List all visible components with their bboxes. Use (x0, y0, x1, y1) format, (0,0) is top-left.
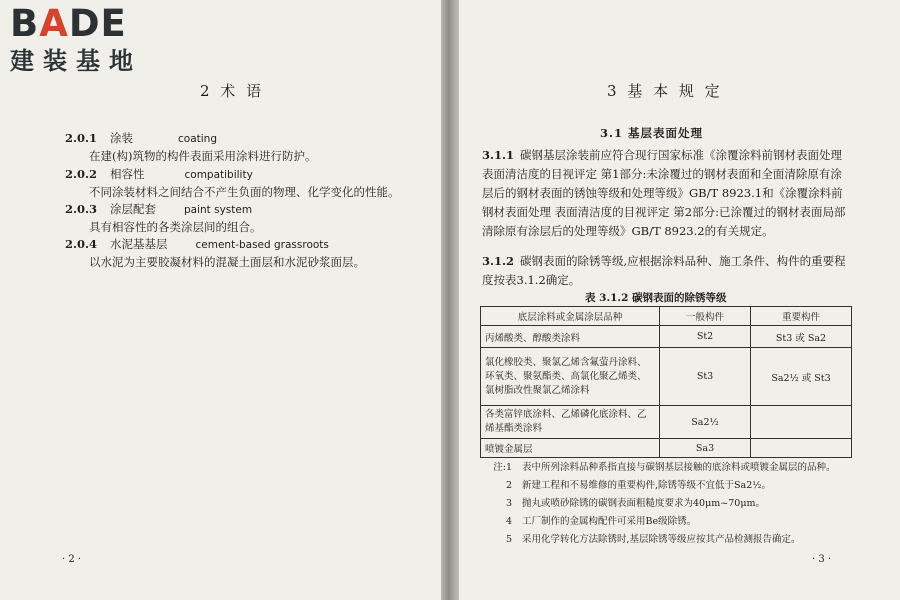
clause-paragraph (482, 252, 850, 290)
left-page-number: · 2 · (62, 554, 82, 565)
term-english: cement-based grassroots (195, 239, 329, 251)
left-page-heading: 2 术 语 (200, 82, 265, 100)
note-item (482, 532, 857, 547)
note-label: 注:1 (493, 462, 512, 473)
table-header-cell: 重要构件 (751, 307, 852, 326)
note-item (482, 478, 857, 493)
brand-logo (10, 4, 175, 76)
note-text: 新建工程和不易维修的重要构件,除锈等级不宜低于Sa2½。 (522, 480, 771, 491)
table-cell: 丙烯酸类、醇酸类涂料 (481, 326, 660, 348)
table-row (481, 348, 852, 406)
table-notes (482, 460, 857, 550)
logo-wordmark: BADE (10, 2, 127, 45)
term-row (65, 201, 252, 218)
term-row (65, 130, 217, 147)
table-caption: 表 3.1.2 碳钢表面的除锈等级 (585, 292, 727, 304)
table-header-row (481, 307, 852, 326)
section-subheading: 3.1 基层表面处理 (600, 126, 704, 140)
term-english: compatibility (184, 169, 253, 181)
term-definition: 以水泥为主要胶凝材料的混凝土面层和水泥砂浆面层。 (89, 255, 365, 269)
term-row (65, 166, 253, 183)
note-label: 5 (505, 534, 512, 545)
table-cell: Sa3 (660, 439, 751, 458)
table-cell: 喷镀金属层 (481, 439, 660, 458)
table-cell: Sa2½ (660, 406, 751, 439)
term-definition: 不同涂装材料之间结合不产生负面的物理、化学变化的性能。 (89, 185, 400, 199)
table-cell: Sa2½ 或 St3 (751, 348, 852, 406)
term-definition: 具有相容性的各类涂层间的组合。 (89, 220, 262, 234)
note-item (482, 496, 857, 511)
term-number: 2.0.3 (65, 202, 98, 216)
book-gutter (441, 0, 459, 600)
term-number: 2.0.1 (65, 131, 98, 145)
note-text: 采用化学转化方法除锈时,基层除锈等级应按其产品检测报告确定。 (522, 534, 801, 545)
table-cell: St3 (660, 348, 751, 406)
note-item (482, 514, 857, 529)
term-english: paint system (184, 204, 253, 216)
note-text: 工厂制作的金属构配件可采用Be级除锈。 (522, 516, 697, 527)
right-page-number: · 3 · (812, 554, 832, 565)
note-text: 抛丸或喷砂除锈的碳钢表面粗糙度要求为40μm~70μm。 (522, 498, 766, 509)
table-cell: 各类富锌底涂料、乙烯磷化底涂料、乙烯基酯类涂料 (481, 406, 660, 439)
term-chinese: 水泥基基层 (110, 237, 168, 251)
term-chinese: 相容性 (110, 167, 145, 181)
term-chinese: 涂层配套 (110, 202, 156, 216)
table-header-cell: 一般构件 (660, 307, 751, 326)
term-chinese: 涂装 (110, 131, 133, 145)
table-row (481, 439, 852, 458)
derusting-grade-table (480, 306, 852, 458)
table-cell: St3 或 Sa2 (751, 326, 852, 348)
clause-number: 3.1.2 (482, 254, 515, 268)
term-definition: 在建(构)筑物的构件表面采用涂料进行防护。 (89, 149, 317, 163)
table-row (481, 406, 852, 439)
clause-text: 碳钢表面的除锈等级,应根据涂料品种、施工条件、构件的重要程度按表3.1.2确定。 (482, 254, 846, 287)
table-row (481, 326, 852, 348)
note-text: 表中所列涂料品种系指直接与碳钢基层接触的底涂料或喷镀金属层的品种。 (522, 462, 836, 473)
note-label: 4 (505, 516, 512, 527)
logo-subtitle: 建装基地 (10, 47, 142, 75)
note-label: 2 (505, 480, 512, 491)
note-label: 3 (505, 498, 512, 509)
term-number: 2.0.4 (65, 237, 98, 251)
table-cell: St2 (660, 326, 751, 348)
term-number: 2.0.2 (65, 167, 98, 181)
table-header-cell: 底层涂料或金属涂层品种 (481, 307, 660, 326)
table-cell (751, 439, 852, 458)
clause-number: 3.1.1 (482, 148, 515, 162)
term-row (65, 236, 329, 253)
term-english: coating (178, 133, 217, 145)
right-page-heading: 3 基 本 规 定 (607, 82, 723, 100)
clause-paragraph (482, 146, 850, 241)
table-cell: 氯化橡胶类、聚氯乙烯含氟萤丹涂料、环氧类、聚氨酯类、高氯化聚乙烯类、氯树脂改性聚氯乙烯涂料 (481, 348, 660, 406)
note-item (482, 460, 857, 475)
clause-text: 碳钢基层涂装前应符合现行国家标准《涂覆涂料前钢材表面处理 表面清洁度的目视评定 第1部分:未涂覆过的钢材表面和全面清除原有涂层后的钢材表面的锈蚀等级和处理等级》GB/T 8923.1和《涂覆涂料前钢材表面处理 表面清洁度的目视评定 第2部分:已涂覆过的钢材表面局部清除原有涂层后的处理等级》GB/T 8923.2的有关规定。 (482, 148, 846, 238)
table-cell (751, 406, 852, 439)
